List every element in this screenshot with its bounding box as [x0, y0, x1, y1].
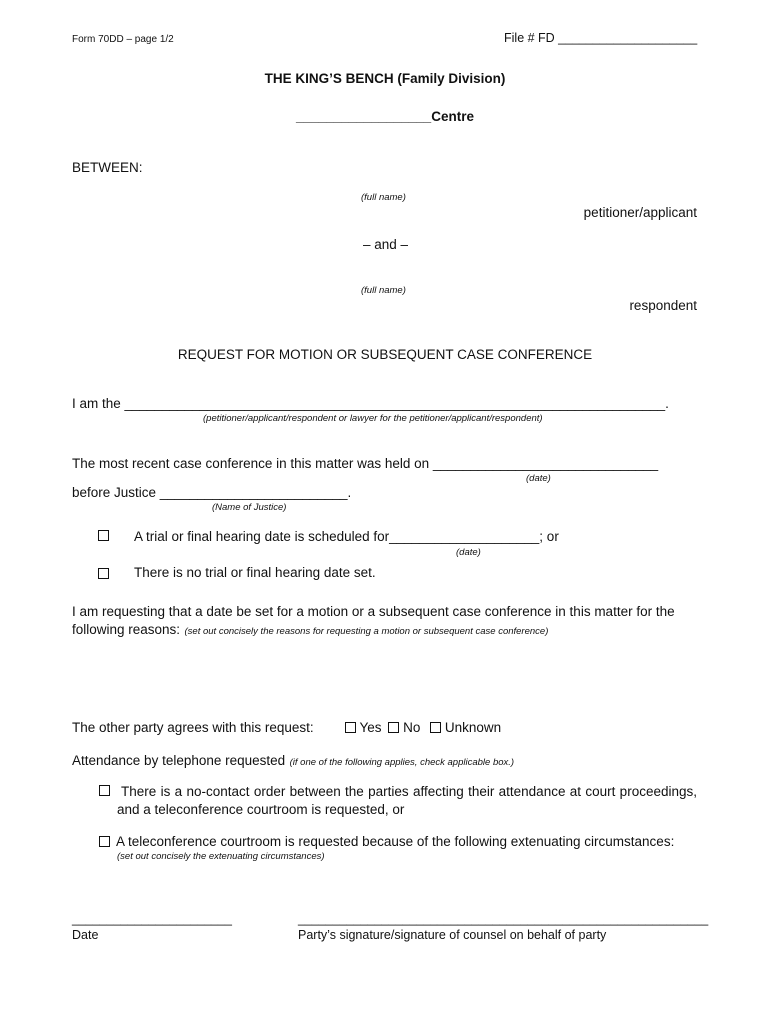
signature-line: ___________________________________________________________	[298, 912, 709, 926]
reasons-line-2: following reasons:	[72, 622, 181, 637]
no-contact-checkbox[interactable]	[99, 785, 110, 796]
extenuating-checkbox[interactable]	[99, 836, 110, 847]
i-am-field: I am the ________________________________________________________________________.	[72, 396, 669, 411]
and-separator: – and –	[363, 237, 409, 252]
telephone-hint: (if one of the following applies, check applicable box.)	[289, 757, 515, 768]
no-trial-checkbox[interactable]	[98, 568, 109, 579]
agree-no-label: No	[403, 720, 421, 735]
agree-unknown-label: Unknown	[444, 720, 502, 735]
agreement-label: The other party agrees with this request:	[72, 720, 314, 735]
conference-date-hint: (date)	[526, 473, 551, 484]
justice-hint: (Name of Justice)	[212, 502, 287, 513]
agree-unknown-checkbox[interactable]	[430, 722, 441, 733]
full-name-hint-1: (full name)	[361, 192, 406, 203]
centre-field: __________________Centre	[296, 109, 474, 124]
recent-conference-field: The most recent case conference in this matter was held on ______________________________	[72, 456, 659, 471]
agree-no-checkbox[interactable]	[388, 722, 399, 733]
petitioner-role: petitioner/applicant	[583, 205, 697, 220]
i-am-hint: (petitioner/applicant/respondent or lawyer for the petitioner/applicant/respondent)	[203, 413, 543, 424]
agree-yes-checkbox[interactable]	[345, 722, 356, 733]
date-line: _______________________	[72, 912, 232, 926]
extenuating-hint: (set out concisely the extenuating circumstances)	[117, 851, 325, 862]
signature-label: Party’s signature/signature of counsel on behalf of party	[298, 928, 607, 942]
trial-scheduled-option: A trial or final hearing date is scheduled for____________________; or	[134, 529, 559, 544]
agreement-options	[345, 720, 501, 735]
reasons-line-1: I am requesting that a date be set for a motion or a subsequent case conference in this matter for the	[72, 604, 675, 619]
between-label: BETWEEN:	[72, 160, 143, 175]
date-label: Date	[72, 928, 99, 942]
no-trial-option: There is no trial or final hearing date set.	[134, 565, 376, 580]
no-contact-option: There is a no-contact order between the parties affecting their attendance at court proceedings, and a teleconference courtroom is requested, or	[117, 784, 697, 817]
respondent-role: respondent	[629, 298, 697, 313]
request-heading: REQUEST FOR MOTION OR SUBSEQUENT CASE CONFERENCE	[177, 347, 593, 362]
trial-scheduled-checkbox[interactable]	[98, 530, 109, 541]
trial-date-hint: (date)	[456, 547, 481, 558]
form-label: Form 70DD – page 1/2	[72, 34, 174, 45]
telephone-label: Attendance by telephone requested	[72, 753, 286, 768]
file-number-label: File # FD ____________________	[504, 31, 698, 45]
extenuating-option: A teleconference courtroom is requested because of the following extenuating circumstances:	[116, 834, 675, 849]
agree-yes-label: Yes	[359, 720, 382, 735]
before-justice-field: before Justice _________________________.	[72, 485, 352, 500]
court-title: THE KING’S BENCH (Family Division)	[264, 71, 506, 86]
reasons-hint: (set out concisely the reasons for requesting a motion or subsequent case conference)	[184, 626, 549, 637]
full-name-hint-2: (full name)	[361, 285, 406, 296]
